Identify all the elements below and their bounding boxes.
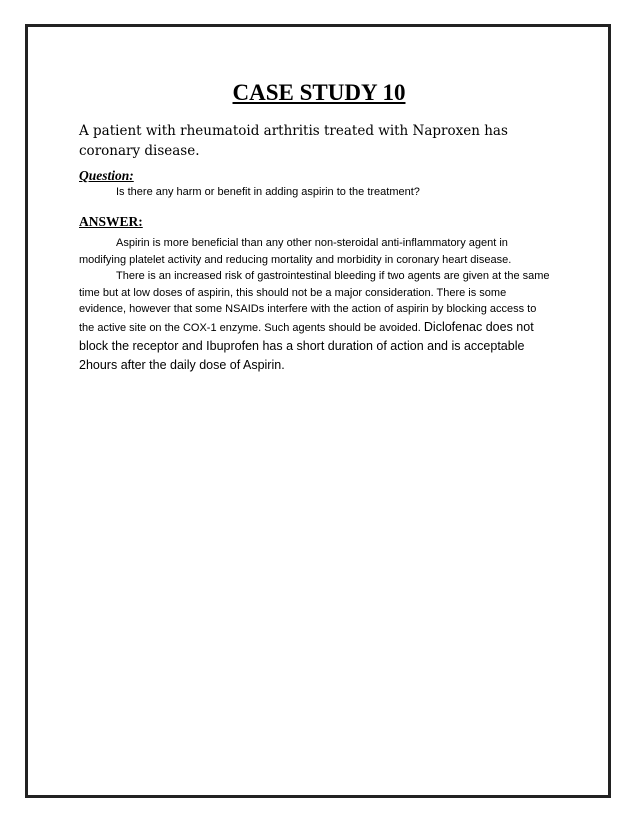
answer-paragraph-2 — [79, 268, 554, 375]
case-intro: A patient with rheumatoid arthritis treated with Naproxen has coronary disease. — [79, 123, 508, 159]
answer-paragraph-2-text: There is an increased risk of gastrointestinal bleeding if two agents are given at the same time but at low doses of aspirin, this should not be a major consideration. There is some evidence, however that some NSAIDs interfere with the action of aspirin by blocking access to the active site on the COX-1 enzyme. Such agents should be avoided. — [79, 270, 550, 334]
answer-label: ANSWER: — [79, 214, 143, 229]
question-text: Is there any harm or benefit in adding aspirin to the treatment? — [116, 186, 420, 198]
question-label: Question: — [79, 168, 134, 183]
page-title: CASE STUDY 10 — [232, 80, 406, 105]
answer-paragraph-1: Aspirin is more beneficial than any other non-steroidal anti-inflammatory agent in modifying platelet activity and reducing mortality and morbidity in coronary heart disease. — [79, 237, 512, 266]
answer-paragraph-2-tail: Diclofenac does not block the receptor and Ibuprofen has a short duration of action and is acceptable 2hours after the daily dose of Aspirin. — [79, 319, 534, 372]
answer-body — [79, 235, 554, 375]
